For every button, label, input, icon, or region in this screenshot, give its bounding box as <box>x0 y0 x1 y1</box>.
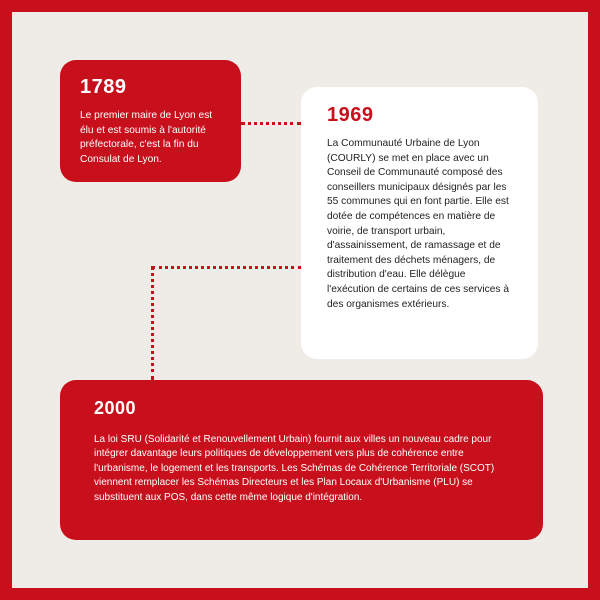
timeline-year: 2000 <box>94 398 137 418</box>
timeline-text: La Communauté Urbaine de Lyon (COURLY) se met en place avec un Conseil de Communauté composé des conseillers municipaux désignés par les 55 communes qui en font partie. Elle est dotée de compétences en matière de voirie, de transport urbain, d'assainissement, de ramassage et de traitement des déchets ménagers, de distribution d'eau. Elle délègue l'exécution de certains de ces services à des organismes extérieurs. <box>327 138 510 310</box>
timeline-card-2000 <box>60 380 543 540</box>
timeline-text: La loi SRU (Solidarité et Renouvellement Urbain) fournit aux villes un nouveau cadre pour intégrer davantage leurs politiques de développement vers plus de cohérence entre l'urbanisme, le logement et les transports. Les Schémas de Cohérence Territoriale (SCOT) viennent remplacer les Schémas Directeurs et les Plan Locaux d'Urbanisme (PLU) se substituent aux POS, dans cette même logique d'intégration. <box>94 434 495 503</box>
connector-1969-horizontal <box>152 266 301 269</box>
timeline-year: 1789 <box>80 76 127 98</box>
timeline-text: Le premier maire de Lyon est élu et est soumis à l'autorité préfectorale, c'est la fin du Consulat de Lyon. <box>80 110 213 165</box>
connector-1969-2000-vertical <box>151 266 154 380</box>
timeline-year: 1969 <box>327 104 374 126</box>
connector-1789-1969 <box>241 122 301 125</box>
timeline-card-1789 <box>60 60 241 182</box>
timeline-card-1969 <box>301 87 538 359</box>
